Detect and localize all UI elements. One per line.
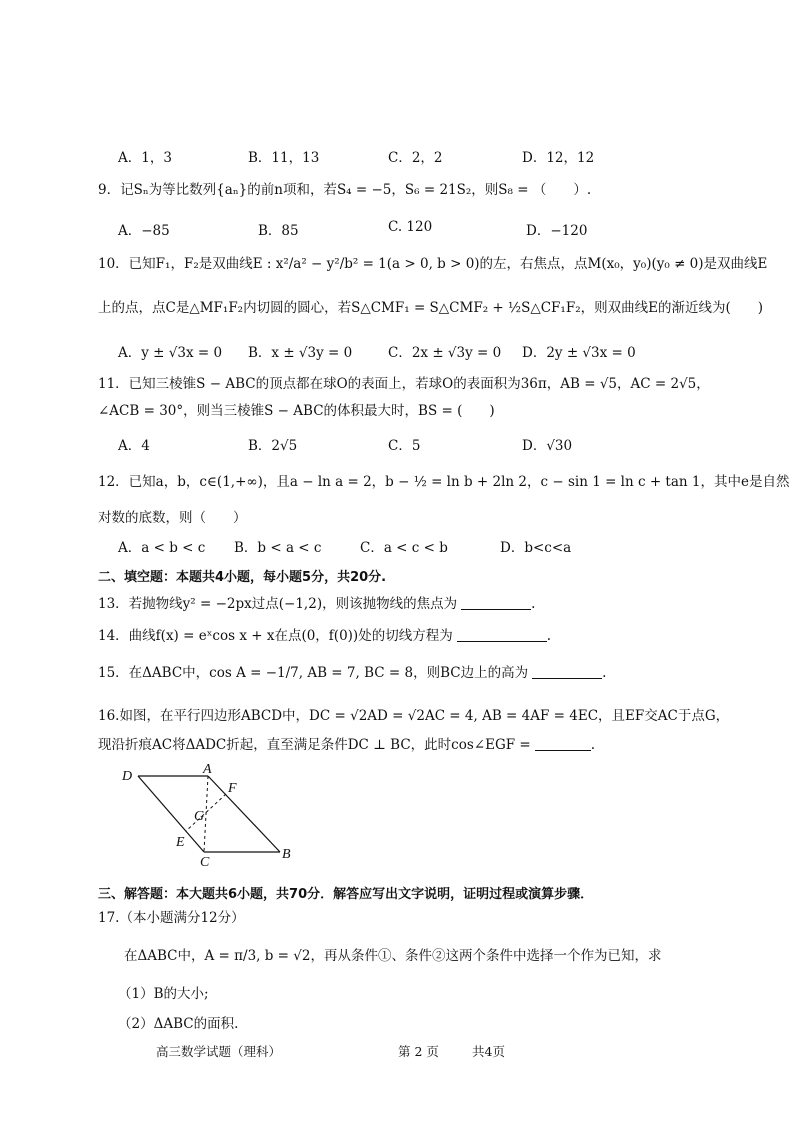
label-a: A [203, 762, 212, 777]
q11-option-a: A．4 [118, 438, 150, 454]
label-e: E [176, 835, 185, 850]
q13-text: 13．若抛物线y² = −2px过点(−1,2)，则该抛物线的焦点为 [98, 596, 458, 612]
q10-line2: 上的点，点C是△MF₁F₂内切圆的圆心，若S△CMF₁ = S△CMF₂ + ½S△CF₁F₂，则双曲线E的渐近线为( ) [98, 300, 763, 316]
q9-option-b: B．85 [258, 223, 299, 239]
label-f: F [228, 781, 237, 796]
q12-option-c: C．a < c < b [360, 540, 448, 556]
q11-option-d: D．√30 [522, 438, 573, 454]
q16-parallelogram-figure [118, 760, 308, 870]
q9-option-a: A．−85 [118, 223, 170, 239]
q15-text: 15．在ΔABC中，cos A = −1/7, AB = 7, BC = 8，则BC边上的高为 [98, 665, 529, 681]
q14-line: 14．曲线f(x) = eˣcos x + x在点(0，f(0))处的切线方程为 . [98, 628, 551, 644]
q8-option-b: B．11，13 [248, 150, 320, 166]
diagonal-ac [204, 776, 208, 852]
footer-subject: 高三数学试题（理科） [156, 1044, 282, 1059]
q15-line: 15．在ΔABC中，cos A = −1/7, AB = 7, BC = 8，则BC边上的高为 . [98, 665, 607, 681]
q17-title: 17.（本小题满分12分） [98, 910, 245, 926]
q11-option-c: C．5 [388, 438, 421, 454]
q13-line: 13．若抛物线y² = −2px过点(−1,2)，则该抛物线的焦点为 . [98, 596, 536, 612]
q10-option-d: D．2y ± √3x = 0 [522, 345, 636, 361]
q12-option-a: A．a < b < c [118, 540, 206, 556]
q12-line2: 对数的底数，则（ ） [98, 510, 247, 526]
q16-line2: 现沿折痕AC将ΔADC折起，直至满足条件DC ⊥ BC，此时cos∠EGF = [98, 737, 531, 753]
q17-part1: （1）B的大小; [118, 986, 209, 1002]
q16-blank [535, 736, 591, 751]
edge-ab [208, 776, 280, 852]
q12-line1: 12．已知a，b，c∈(1,+∞)，且a − ln a = 2，b − ½ = ln b + 2ln 2，c − sin 1 = ln c + tan 1，其中e是自然 [98, 474, 790, 490]
q11-line1: 11．已知三棱锥S − ABC的顶点都在球O的表面上，若球O的表面积为36π，AB = √5，AC = 2√5， [98, 376, 710, 392]
q13-blank [461, 595, 531, 610]
q8-option-c: C．2，2 [388, 150, 443, 166]
q17-stem: 在ΔABC中，A = π/3, b = √2，再从条件①、条件②这两个条件中选择一个作为已知，求 [124, 948, 662, 964]
q12-option-d: D．b<c<a [500, 540, 572, 556]
q10-option-b: B．x ± √3y = 0 [248, 345, 353, 361]
q9-option-c: C. 120 [388, 219, 433, 235]
q9-stem: 9．记Sₙ为等比数列{aₙ}的前n项和，若S₄ = −5，S₆ = 21S₂，则S₈ = （ ）. [98, 182, 592, 198]
q16-line2-wrap: 现沿折痕AC将ΔADC折起，直至满足条件DC ⊥ BC，此时cos∠EGF = . [98, 737, 595, 753]
q10-option-a: A．y ± √3x = 0 [118, 345, 223, 361]
q11-line2: ∠ACB = 30°，则当三棱锥S − ABC的体积最大时，BS = ( ) [98, 403, 495, 419]
q11-option-b: B．2√5 [248, 438, 298, 454]
q8-option-d: D．12，12 [522, 150, 595, 166]
section-fill-in-heading: 二、填空题：本题共4小题，每小题5分，共20分. [98, 570, 387, 585]
q15-blank [532, 664, 602, 679]
q12-option-b: B．b < a < c [234, 540, 322, 556]
q16-line1: 16.如图，在平行四边形ABCD中，DC = √2AD = √2AC = 4, AB = 4AF = 4EC，且EF交AC于点G， [98, 708, 730, 724]
label-b: B [282, 847, 291, 862]
q10-line1: 10．已知F₁，F₂是双曲线E : x²/a² − y²/b² = 1(a > 0, b > 0)的左，右焦点，点M(x₀，y₀)(y₀ ≠ 0)是双曲线E [98, 256, 768, 272]
q14-blank [457, 627, 547, 642]
footer-page: 第 2 页 [398, 1044, 439, 1059]
label-d: D [122, 769, 133, 784]
q8-option-a: A．1，3 [118, 150, 172, 166]
q17-part2: （2）ΔABC的面积. [118, 1016, 239, 1032]
q10-option-c: C．2x ± √3y = 0 [388, 345, 502, 361]
footer-total: 共4页 [472, 1044, 505, 1059]
q14-text: 14．曲线f(x) = eˣcos x + x在点(0，f(0))处的切线方程为 [98, 628, 453, 644]
section-solve-heading: 三、解答题：本大题共6小题，共70分．解答应写出文字说明，证明过程或演算步骤． [98, 887, 594, 902]
q9-option-d: D．−120 [526, 223, 588, 239]
label-c: C [200, 855, 210, 870]
label-g: G [194, 809, 205, 824]
